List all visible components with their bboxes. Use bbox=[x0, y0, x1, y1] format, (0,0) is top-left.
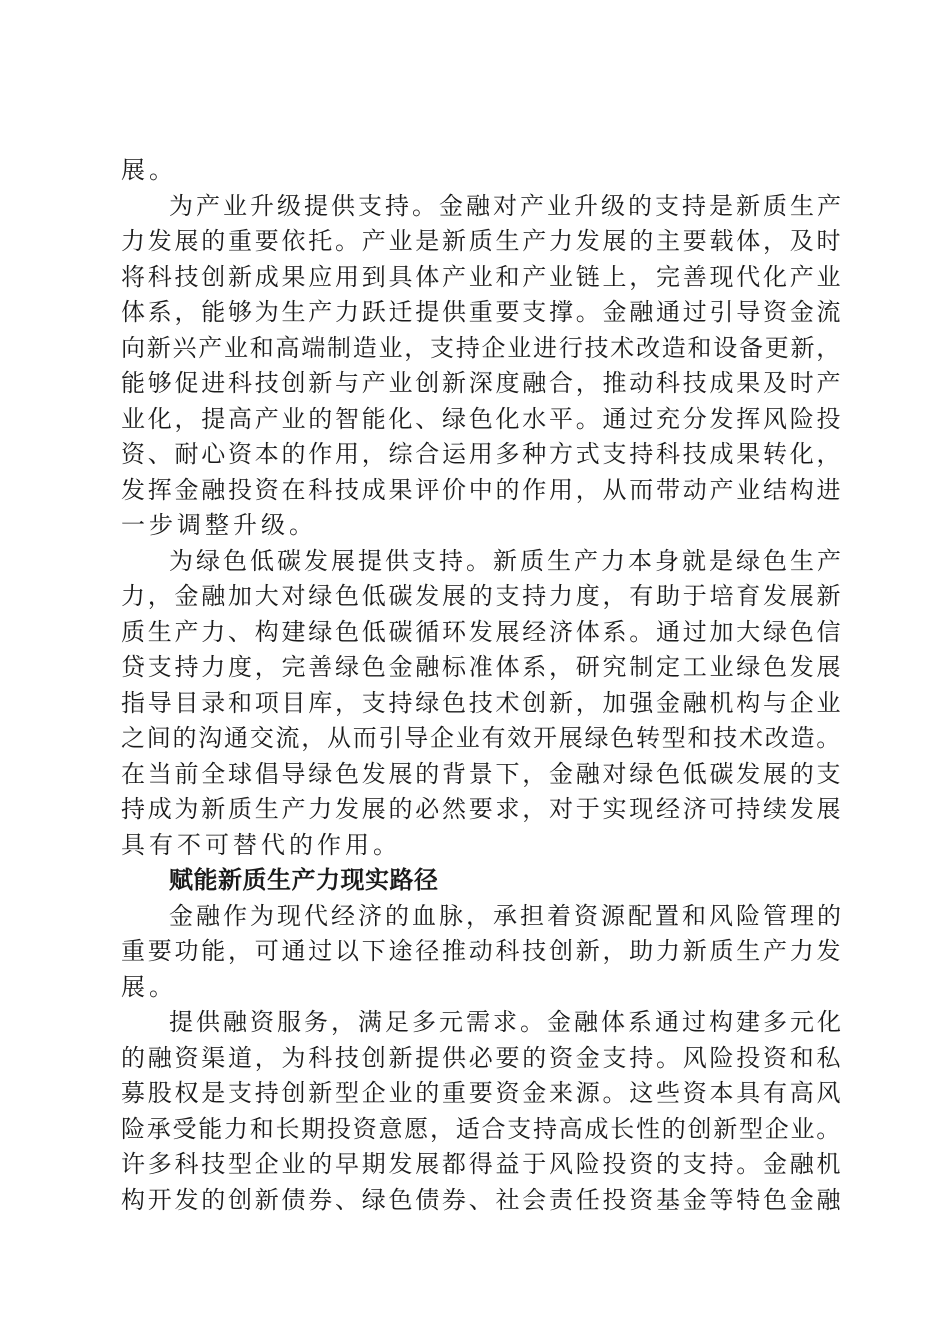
text-line: 构开发的创新债券、绿色债券、社会责任投资基金等特色金融 bbox=[121, 1186, 844, 1214]
text-line: 体系，能够为生产力跃迁提供重要支撑。金融通过引导资金流 bbox=[121, 298, 844, 326]
text-line: 指导目录和项目库，支持绿色技术创新，加强金融机构与企业 bbox=[121, 689, 844, 717]
text-line: 具有不可替代的作用。 bbox=[121, 831, 401, 859]
text-line: 许多科技型企业的早期发展都得益于风险投资的支持。金融机 bbox=[121, 1150, 844, 1178]
text-line: 向新兴产业和高端制造业，支持企业进行技术改造和设备更新， bbox=[121, 334, 842, 362]
text-line: 在当前全球倡导绿色发展的背景下，金融对绿色低碳发展的支 bbox=[121, 760, 844, 788]
text-line: 将科技创新成果应用到具体产业和产业链上，完善现代化产业 bbox=[121, 263, 844, 291]
text-line: 贷支持力度，完善绿色金融标准体系，研究制定工业绿色发展 bbox=[121, 653, 844, 681]
section-heading: 赋能新质生产力现实路径 bbox=[169, 866, 439, 894]
text-line: 质生产力、构建绿色低碳循环发展经济体系。通过加大绿色信 bbox=[121, 618, 844, 646]
text-line: 的融资渠道，为科技创新提供必要的资金支持。风险投资和私 bbox=[121, 1044, 844, 1072]
text-line: 险承受能力和长期投资意愿，适合支持高成长性的创新型企业。 bbox=[121, 1115, 842, 1143]
paragraph-first-line: 为绿色低碳发展提供支持。新质生产力本身就是绿色生产 bbox=[169, 547, 844, 575]
paragraph-first-line: 提供融资服务，满足多元需求。金融体系通过构建多元化 bbox=[169, 1008, 844, 1036]
text-line: 持成为新质生产力发展的必然要求，对于实现经济可持续发展 bbox=[121, 795, 844, 823]
text-line: 展。 bbox=[121, 973, 177, 1001]
paragraph-first-line: 为产业升级提供支持。金融对产业升级的支持是新质生产 bbox=[169, 192, 844, 220]
text-line: 之间的沟通交流，从而引导企业有效开展绿色转型和技术改造。 bbox=[121, 724, 842, 752]
text-line: 能够促进科技创新与产业创新深度融合，推动科技成果及时产 bbox=[121, 369, 844, 397]
text-line: 资、耐心资本的作用，综合运用多种方式支持科技成果转化， bbox=[121, 440, 844, 468]
text-line: 力，金融加大对绿色低碳发展的支持力度，有助于培育发展新 bbox=[121, 582, 844, 610]
text-line: 展。 bbox=[121, 156, 177, 184]
text-line: 一步调整升级。 bbox=[121, 511, 317, 539]
text-line: 募股权是支持创新型企业的重要资金来源。这些资本具有高风 bbox=[121, 1079, 844, 1107]
text-line: 业化，提高产业的智能化、绿色化水平。通过充分发挥风险投 bbox=[121, 405, 844, 433]
text-line: 力发展的重要依托。产业是新质生产力发展的主要载体，及时 bbox=[121, 227, 844, 255]
text-line: 发挥金融投资在科技成果评价中的作用，从而带动产业结构进 bbox=[121, 476, 844, 504]
text-line: 重要功能，可通过以下途径推动科技创新，助力新质生产力发 bbox=[121, 937, 844, 965]
paragraph-first-line: 金融作为现代经济的血脉，承担着资源配置和风险管理的 bbox=[169, 902, 844, 930]
